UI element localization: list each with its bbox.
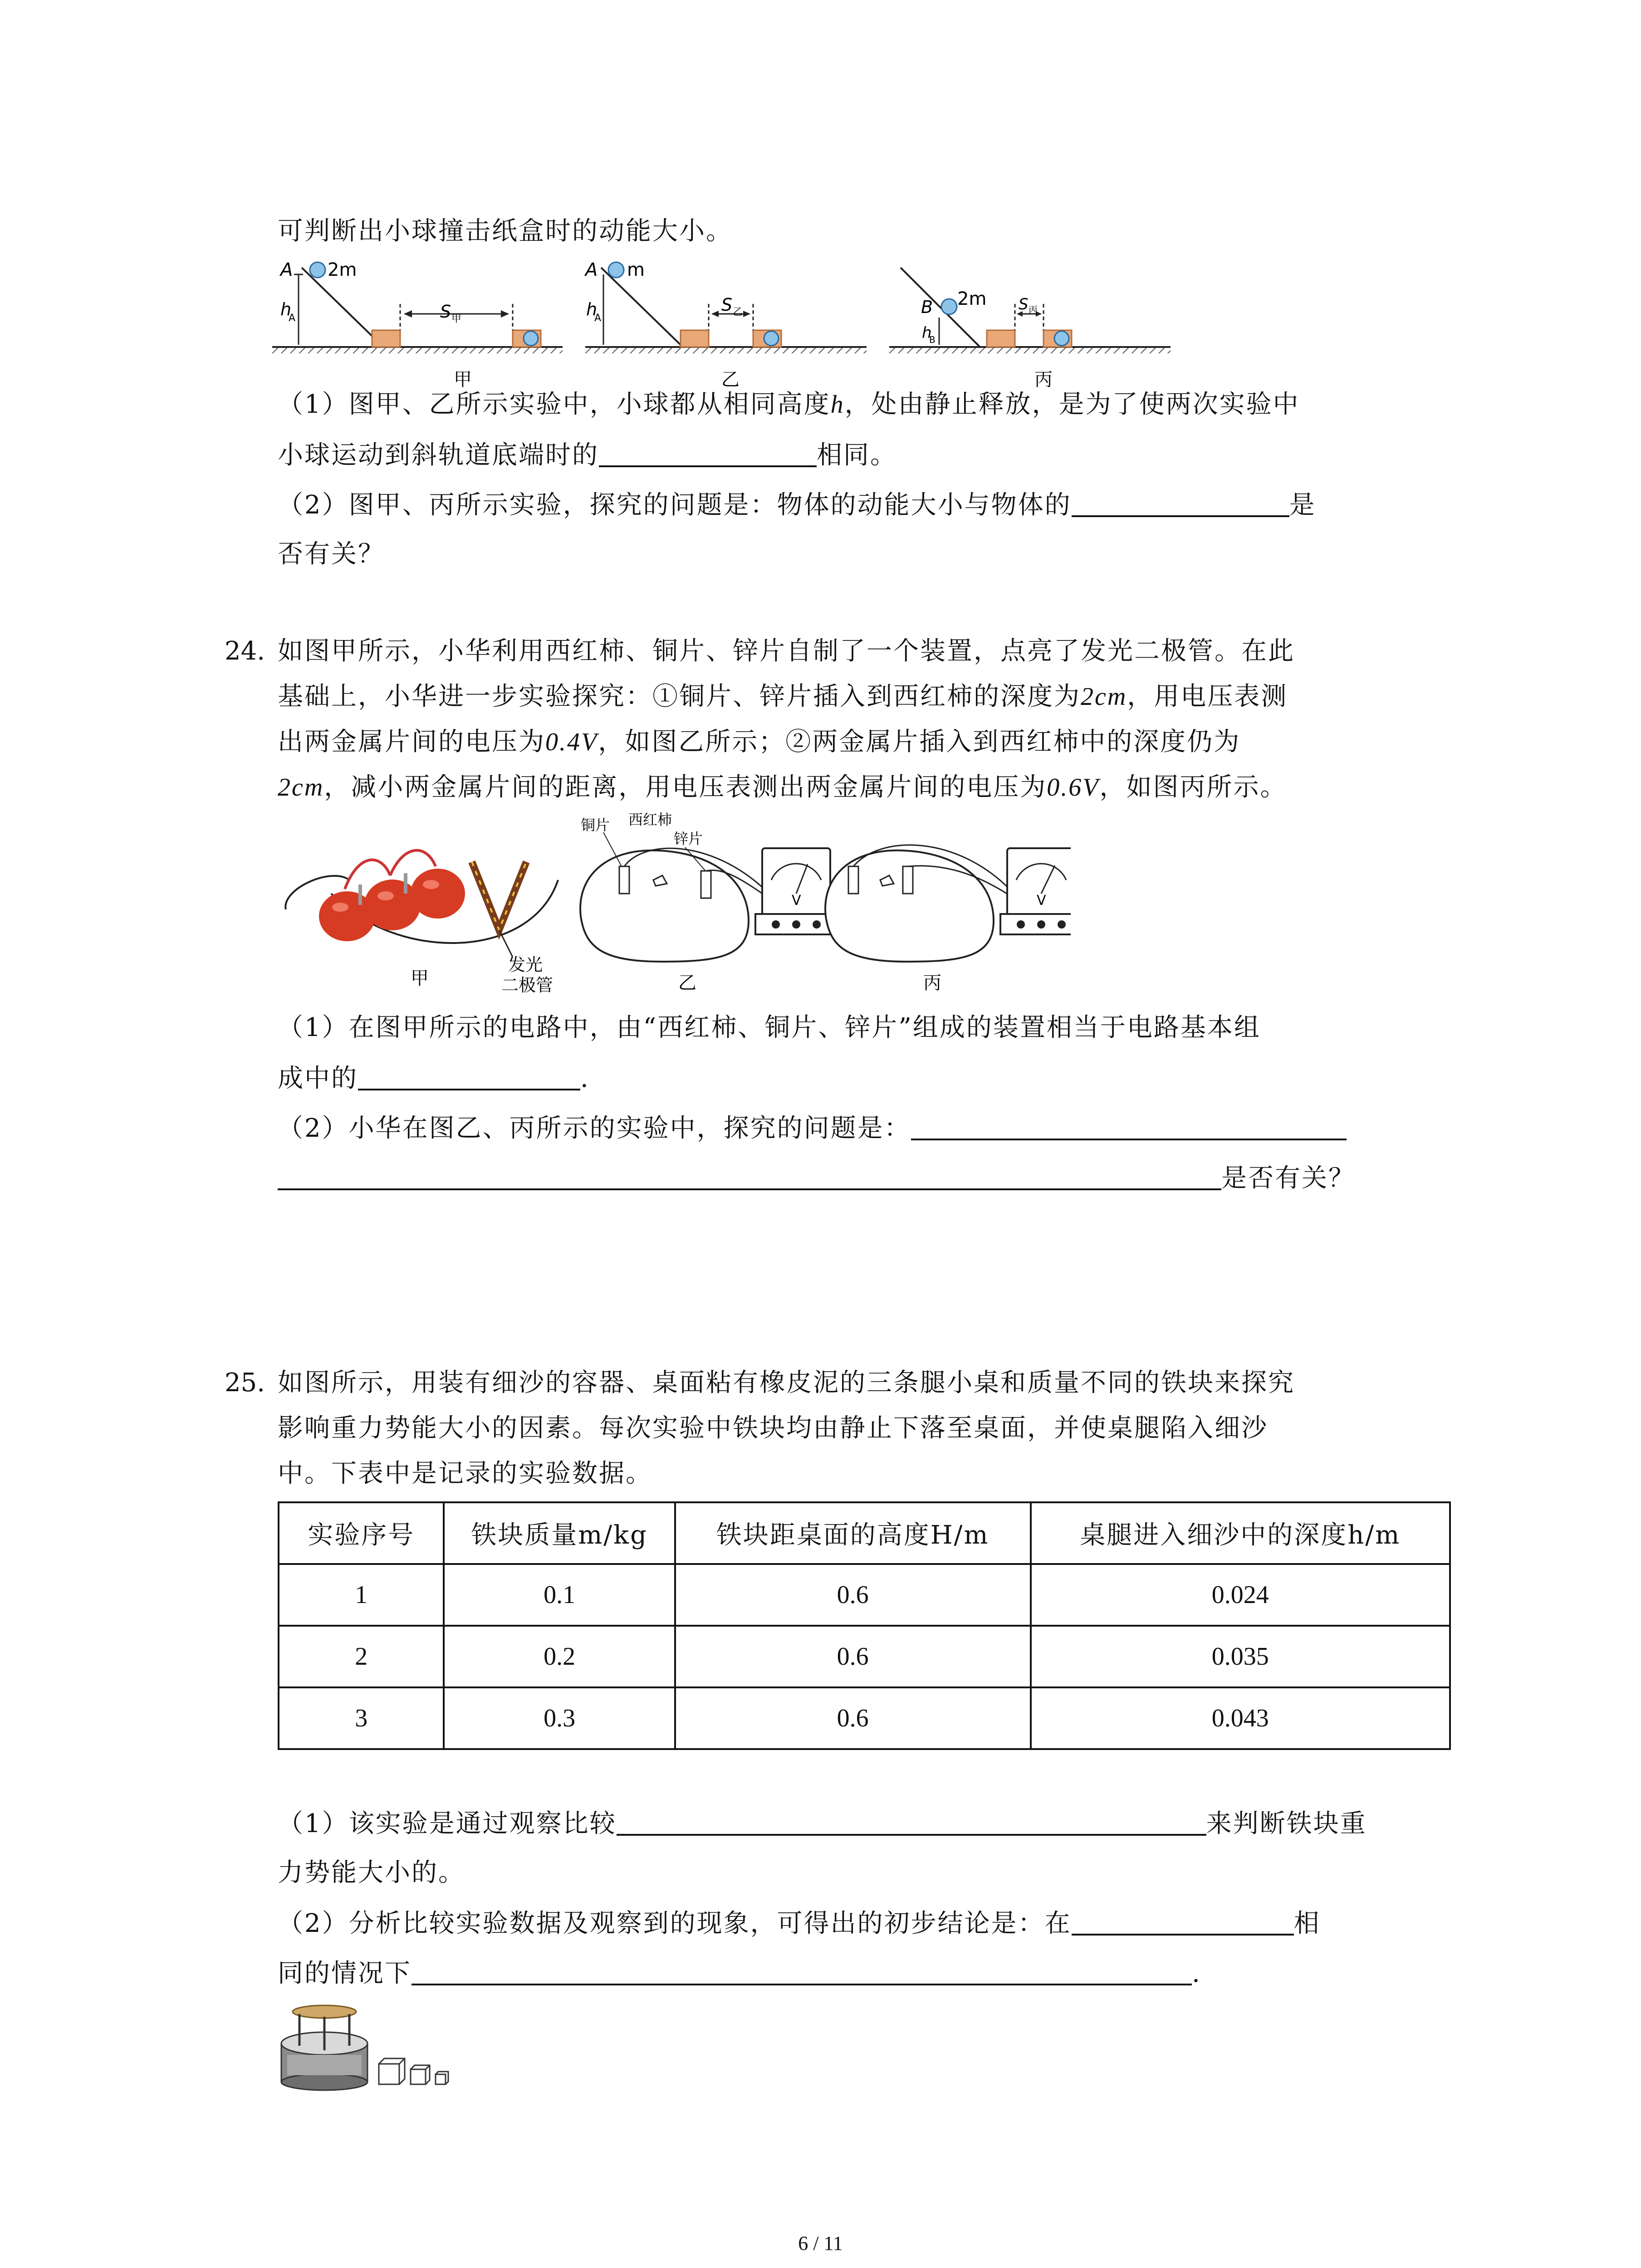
q25-figure-sand-table [279, 2000, 470, 2091]
svg-text:h: h [280, 299, 292, 319]
q23-part1-line1: （1）图甲、乙所示实验中，小球都从相同高度h，处由静止释放，是为了使两次实验中 [278, 390, 1300, 419]
answer-blank[interactable] [411, 1957, 1192, 1985]
q24-part2-line2: 是否有关？ [278, 1162, 1355, 1193]
q24-part1-line2: 成中的 . [278, 1062, 590, 1094]
q25-data-table [278, 1501, 1451, 1750]
tomato-icon [411, 869, 465, 919]
q25-part2-line2: 同的情况下 . [278, 1957, 1201, 1989]
q25-line1: 如图所示，用装有细沙的容器、桌面粘有橡皮泥的三条腿小桌和质量不同的铁块来探究 [278, 1368, 1295, 1398]
answer-blank[interactable] [1072, 489, 1289, 517]
svg-text:h: h [586, 299, 598, 319]
table-cell: 3 [279, 1687, 444, 1749]
q25-line2: 影响重力势能大小的因素。每次实验中铁块均由静止下落至桌面，并使桌腿陷入细沙 [278, 1413, 1268, 1443]
table-row [279, 1687, 1450, 1749]
ball-icon [941, 299, 957, 314]
q25-number: 25. [225, 1368, 265, 1398]
svg-text:h: h [922, 324, 932, 342]
svg-text:A: A [594, 313, 602, 324]
answer-blank[interactable] [358, 1062, 580, 1090]
q24-part2-line1: （2）小华在图乙、丙所示的实验中，探究的问题是： [278, 1112, 1347, 1144]
paper-box-icon [372, 330, 400, 347]
table-cell: 0.6 [675, 1564, 1031, 1626]
answer-blank[interactable] [599, 439, 817, 467]
q25-part1-line2: 力势能大小的。 [278, 1858, 465, 1887]
answer-blank[interactable] [278, 1162, 1221, 1190]
ramp-figure-yi [584, 259, 867, 390]
ramp-figure-jia [272, 259, 563, 390]
table-header-cell: 实验序号 [279, 1502, 444, 1564]
paper-box-icon [987, 330, 1015, 347]
q23-part1-line2: 小球运动到斜轨道底端时的 相同。 [278, 439, 897, 470]
svg-text:乙: 乙 [721, 369, 740, 390]
q25-line3: 中。下表中是记录的实验数据。 [278, 1459, 652, 1488]
q25-part2-line1: （2）分析比较实验数据及观察到的现象，可得出的初步结论是：在 相 [278, 1907, 1321, 1939]
svg-text:2m: 2m [957, 288, 987, 309]
table-cell: 0.1 [444, 1564, 675, 1626]
table-header-row [279, 1502, 1450, 1564]
page-number: 6 / 11 [798, 2232, 843, 2254]
paper-box-icon [681, 330, 709, 347]
tomato-circuit-jia [285, 850, 558, 995]
ramp-figure-bing [889, 268, 1171, 390]
answer-blank[interactable] [617, 1808, 1206, 1836]
q24-line3: 出两金属片间的电压为0.4V，如图乙所示；②两金属片插入到西红柿中的深度仍为 [278, 727, 1241, 757]
table-header-cell: 铁块质量m/kg [444, 1502, 675, 1564]
tomato-voltmeter-bing [825, 845, 1071, 993]
svg-text:B: B [921, 297, 933, 317]
q24-line1: 如图甲所示，小华利用西红柿、铜片、锌片自制了一个装置，点亮了发光二极管。在此 [278, 636, 1295, 666]
svg-text:S: S [1019, 295, 1029, 313]
tomato-voltmeter-yi [580, 812, 837, 993]
table-cell: 0.035 [1031, 1626, 1450, 1687]
svg-text:乙: 乙 [678, 973, 696, 993]
tomato-outline [580, 850, 749, 962]
table-header-cell: 桌腿进入细沙中的深度h/m [1031, 1502, 1450, 1564]
svg-text:2m: 2m [328, 259, 357, 280]
svg-text:S: S [440, 302, 451, 322]
svg-text:丙: 丙 [1029, 304, 1038, 315]
table-cell: 0.043 [1031, 1687, 1450, 1749]
table-cell: 1 [279, 1564, 444, 1626]
voltmeter-icon [1000, 848, 1071, 934]
svg-text:A: A [280, 259, 293, 280]
table-row [279, 1564, 1450, 1626]
ball-icon [310, 262, 325, 278]
table-cell: 0.6 [675, 1687, 1031, 1749]
answer-blank[interactable] [911, 1112, 1347, 1140]
svg-text:甲: 甲 [451, 313, 462, 325]
svg-text:丙: 丙 [923, 973, 941, 993]
svg-text:发光: 发光 [508, 955, 543, 975]
svg-text:S: S [721, 295, 733, 315]
svg-text:乙: 乙 [733, 307, 743, 318]
svg-text:丙: 丙 [1034, 369, 1053, 390]
q23-figure-ramps [272, 254, 1184, 399]
table-cell: 0.6 [675, 1626, 1031, 1687]
table-cell: 0.2 [444, 1626, 675, 1687]
svg-text:甲: 甲 [454, 369, 472, 390]
q23-part2-line1: （2）图甲、丙所示实验，探究的问题是：物体的动能大小与物体的 是 [278, 489, 1316, 520]
iron-blocks-icon [379, 2058, 448, 2084]
svg-text:铜片: 铜片 [581, 816, 610, 834]
led-icon [472, 862, 526, 930]
answer-blank[interactable] [1072, 1907, 1294, 1936]
svg-text:甲: 甲 [411, 968, 429, 989]
q25-part1-line1: （1）该实验是通过观察比较 来判断铁块重 [278, 1808, 1367, 1839]
table-header-cell: 铁块距桌面的高度H/m [675, 1502, 1031, 1564]
q24-part1-line1: （1）在图甲所示的电路中，由“西红柿、铜片、锌片”组成的装置相当于电路基本组 [278, 1013, 1261, 1042]
svg-text:二极管: 二极管 [501, 975, 554, 995]
table-cell: 0.024 [1031, 1564, 1450, 1626]
table-cell: 2 [279, 1626, 444, 1687]
q24-number: 24. [225, 636, 265, 666]
svg-text:西红柿: 西红柿 [628, 812, 672, 828]
svg-text:V: V [1037, 893, 1046, 909]
voltmeter-icon [755, 848, 837, 934]
q23-part2-line2: 否有关？ [278, 539, 385, 569]
q24-line2: 基础上，小华进一步实验探究：①铜片、锌片插入到西红柿的深度为2cm，用电压表测 [278, 682, 1288, 711]
svg-text:V: V [792, 893, 801, 909]
svg-text:锌片: 锌片 [674, 830, 703, 847]
q23-intro-tail: 可判断出小球撞击纸盒时的动能大小。 [278, 216, 733, 246]
svg-text:m: m [627, 259, 645, 280]
q24-line4: 2cm，减小两金属片间的距离，用电压表测出两金属片间的电压为0.6V，如图丙所示。 [278, 772, 1287, 802]
table-row [279, 1626, 1450, 1687]
ball-icon [608, 262, 624, 278]
svg-text:B: B [929, 334, 936, 345]
svg-text:A: A [585, 259, 598, 280]
q24-figure-tomato-battery [277, 812, 1071, 1002]
svg-text:A: A [289, 313, 296, 324]
table-cell: 0.3 [444, 1687, 675, 1749]
